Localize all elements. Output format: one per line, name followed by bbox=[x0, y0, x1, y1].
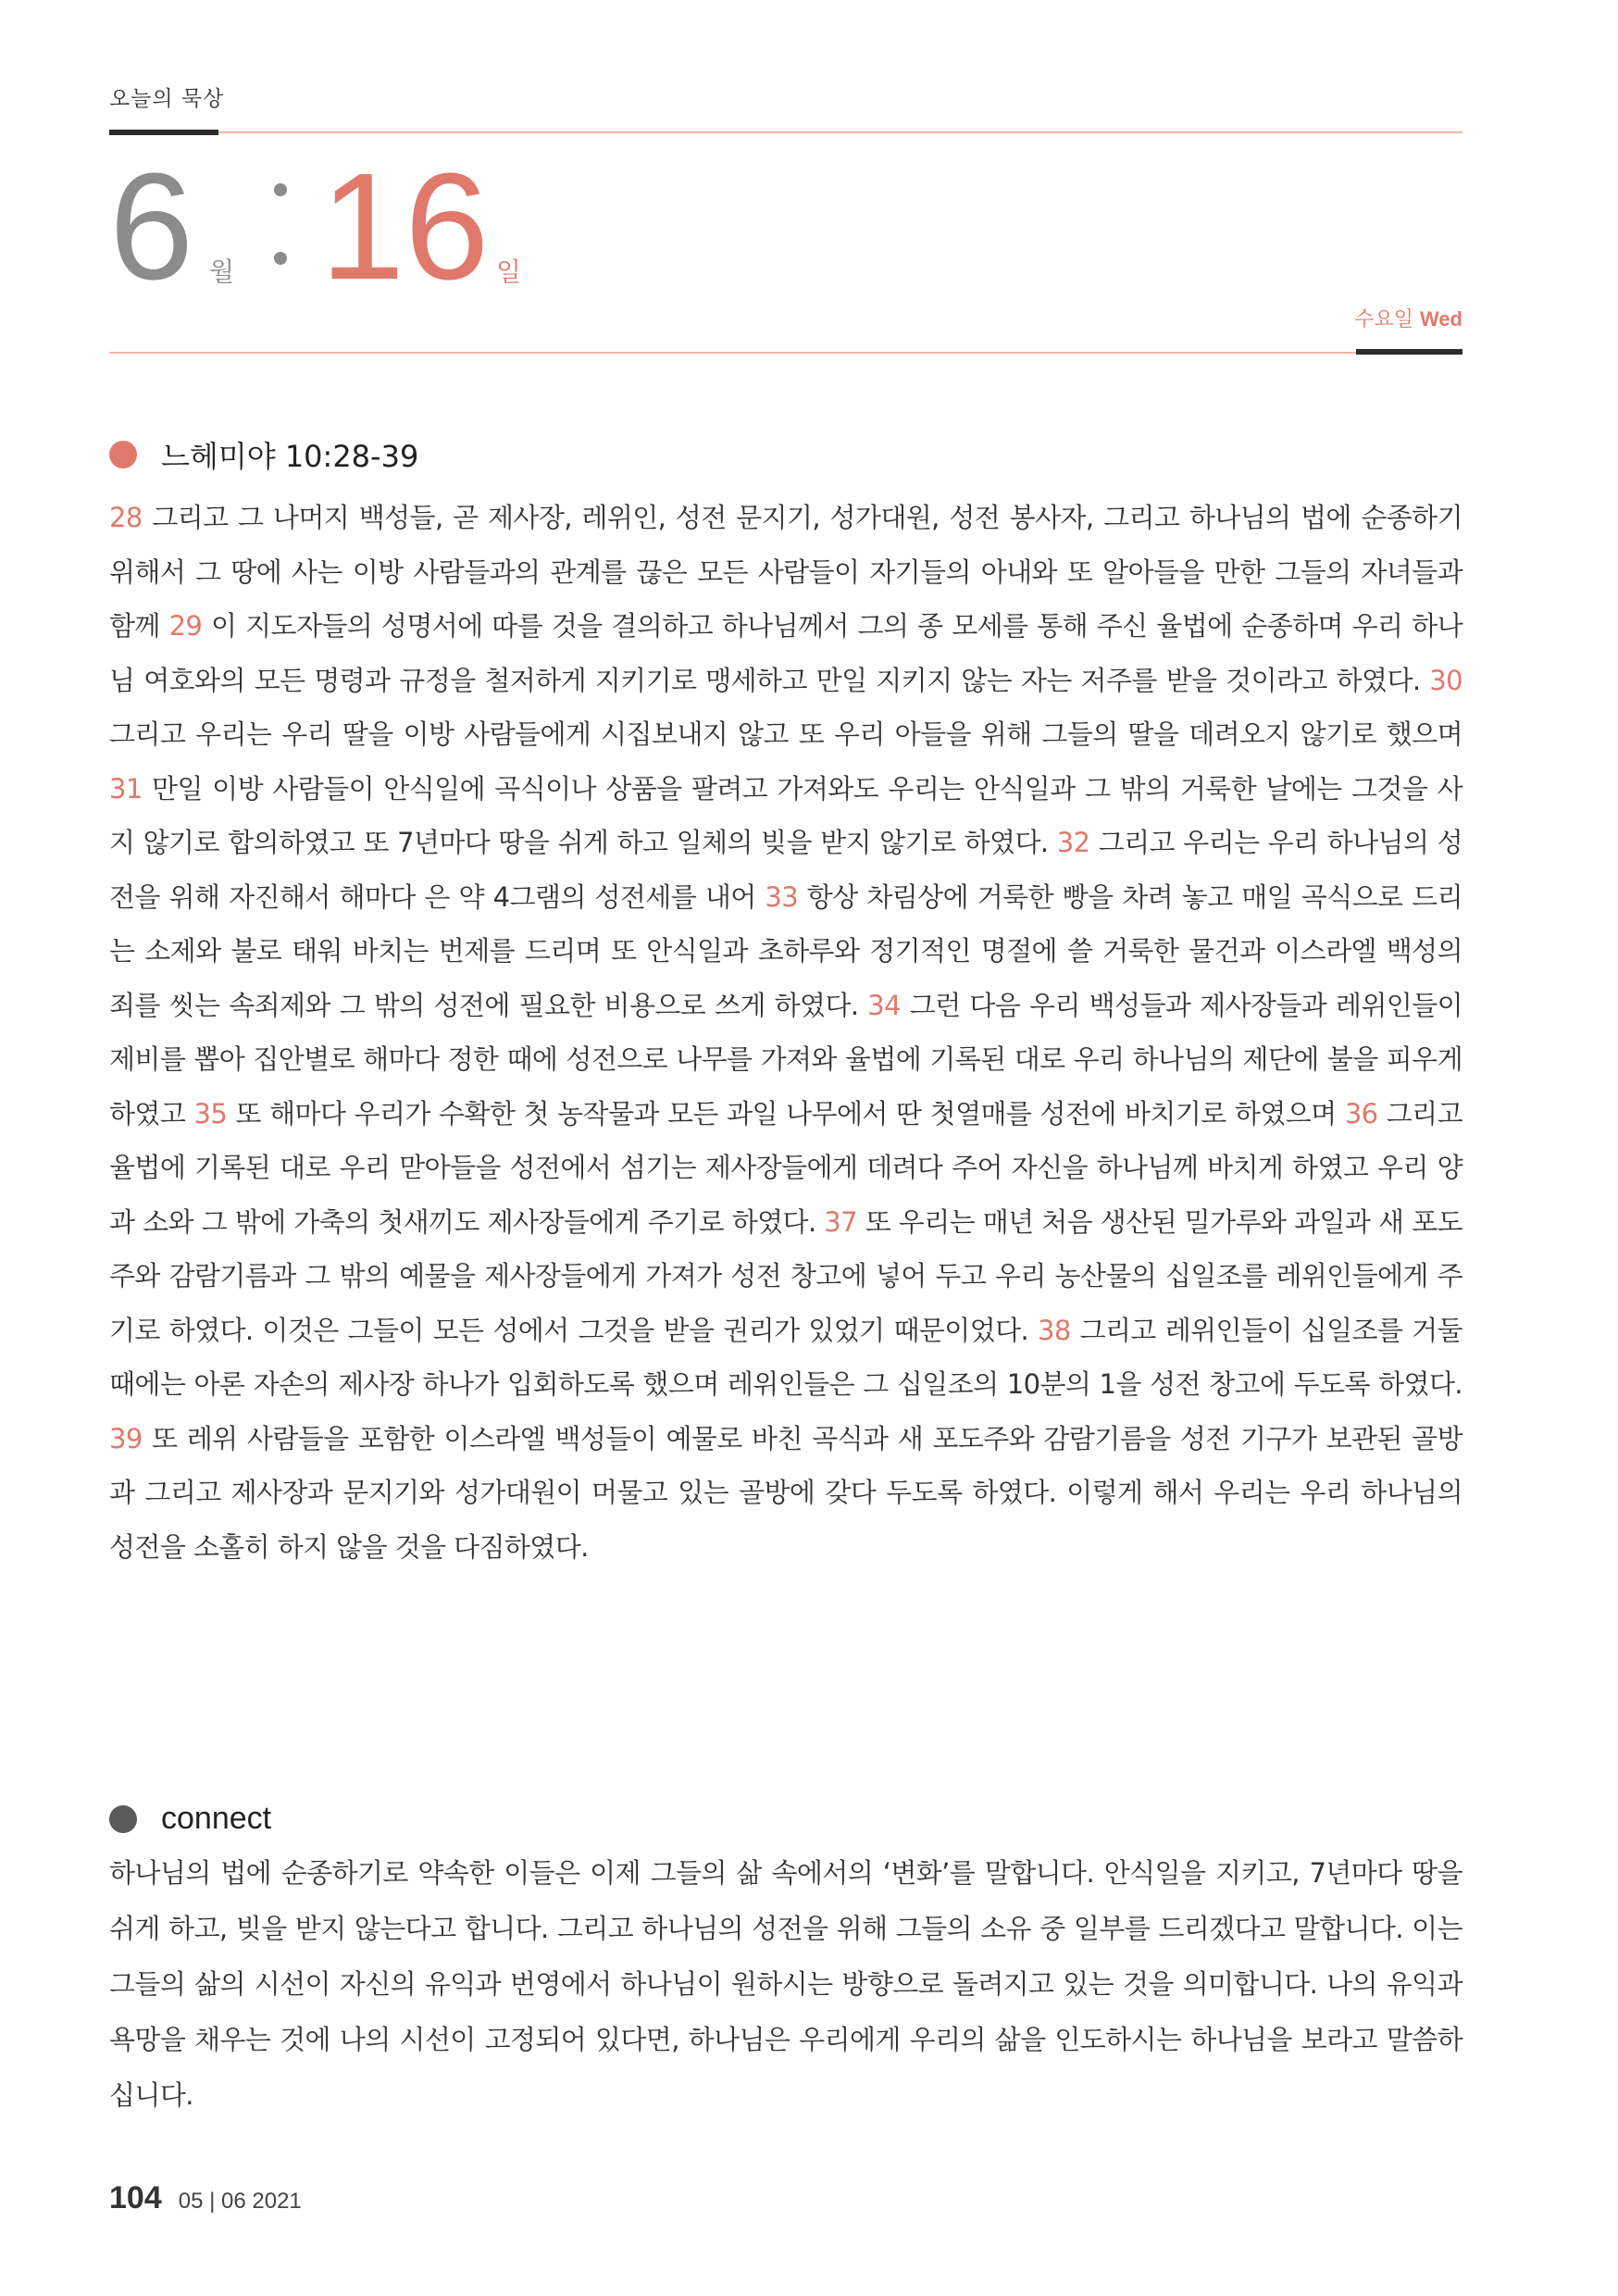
verse-number: 28 bbox=[109, 502, 143, 533]
verse-text: 그리고 우리는 우리 딸을 이방 사람들에게 시집보내지 않고 또 우리 아들을 위해 그들의 딸을 데려오지 않기로 했으며 bbox=[109, 718, 1462, 750]
verse-text: 또 우리는 매년 처음 생산된 밀가루와 과일과 새 포도주와 감람기름과 그 밖의 예물을 제사장들에게 가져가 성전 창고에 넣어 두고 우리 농산물의 십일조를 레위인들에게 주기로 하였다. 이것은 그들이 모든 성에서 그것을 받을 권리가 있었기 때문이었다. bbox=[109, 1205, 1462, 1346]
connect-body: 하나님의 법에 순종하기로 약속한 이들은 이제 그들의 삶 속에서의 ‘변화’를 말합니다. 안식일을 지키고, 7년마다 땅을 쉬게 하고, 빚을 받지 않는다고 합니다. 그리고 하나님의 성전을 위해 그들의 소유 중 일부를 드리겠다고 말합니다. 이는 그들의 삶의 시선이 자신의 유익과 번영에서 하나님이 원하시는 방향으로 돌려지고 있는 것을 의미합니다. 나의 유익과 욕망을 채우는 것에 나의 시선이 고정되어 있다면, 하나님은 우리에게 우리의 삶을 인도하시는 하나님을 보라고 말씀하십니다. bbox=[109, 1857, 1462, 2111]
verse-number: 33 bbox=[765, 880, 799, 913]
page-header-label: 오늘의 묵상 bbox=[109, 87, 225, 111]
connect-heading bbox=[109, 1801, 271, 1837]
date-colon bbox=[274, 183, 287, 267]
verse-number: 38 bbox=[1038, 1314, 1071, 1346]
verse-text: 또 레위 사람들을 포함한 이스라엘 백성들이 예물로 바친 곡식과 새 포도주와 감람기름을 성전 기구가 보관된 골방과 그리고 제사장과 문지기와 성가대원이 머물고 있는 골방에 갖다 두도록 하였다. 이렇게 해서 우리는 우리 하나님의 성전을 소홀히 하지 않을 것을 다짐하였다. bbox=[109, 1422, 1462, 1563]
date-divider-accent bbox=[1356, 349, 1462, 355]
weekday bbox=[1354, 304, 1462, 332]
verse-number: 39 bbox=[109, 1422, 143, 1454]
date-display bbox=[109, 142, 942, 311]
connect-bullet-icon bbox=[109, 1805, 137, 1833]
verse-number: 34 bbox=[867, 989, 901, 1021]
scripture-reference: 느헤미야 10:28-39 bbox=[161, 439, 419, 474]
page-number: 104 bbox=[109, 2180, 162, 2215]
connect-title: connect bbox=[161, 1801, 272, 1836]
issue-info bbox=[179, 2189, 302, 2215]
issue-separator: | bbox=[209, 2189, 216, 2214]
verse-text: 만일 이방 사람들이 안식일에 곡식이나 상품을 팔려고 가져와도 우리는 안식일과 그 밖의 거룩한 날에는 그것을 사지 않기로 합의하였고 또 7년마다 땅을 쉬게 하고 일체의 빚을 받지 않기로 하였다. bbox=[109, 772, 1462, 858]
verse-number: 35 bbox=[193, 1097, 228, 1129]
weekday-korean: 수요일 bbox=[1354, 308, 1413, 331]
day-unit: 일 bbox=[496, 256, 522, 287]
verse-text: 그리고 우리는 우리 하나님의 성전을 위해 자진해서 해마다 은 약 4그램의 성전세를 내어 bbox=[109, 827, 1462, 913]
verse-text: 또 해마다 우리가 수확한 첫 농작물과 모든 과일 나무에서 딴 첫열매를 성전에 바치기로 하였으며 bbox=[235, 1097, 1337, 1129]
page-footer bbox=[109, 2180, 302, 2216]
verse-number: 36 bbox=[1344, 1097, 1378, 1129]
verse-number: 29 bbox=[168, 610, 203, 642]
verse-text: 항상 차림상에 거룩한 빵을 차려 놓고 매일 곡식으로 드리는 소제와 불로 태워 바치는 번제를 드리며 또 안식일과 초하루와 정기적인 명절에 쓸 거룩한 물건과 이스라엘 백성의 죄를 씻는 속죄제와 그 밖의 성전에 필요한 비용으로 쓰게 하였다. bbox=[109, 880, 1463, 1021]
verse-text: 그리고 그 나머지 백성들, 곧 제사장, 레위인, 성전 문지기, 성가대원, 성전 봉사자, 그리고 하나님의 법에 순종하기 위해서 그 땅에 사는 이방 사람들과의 관계를 끊은 모든 사람들이 자기들의 아내와 또 알아들을 만한 그들의 자녀들과 함께 bbox=[109, 502, 1463, 642]
month-number: 6 bbox=[109, 142, 194, 311]
date-divider bbox=[109, 352, 1462, 354]
verse-number: 37 bbox=[824, 1205, 857, 1238]
verse-text: 그리고 율법에 기록된 대로 우리 맏아들을 성전에서 섬기는 제사장들에게 데려다 주어 자신을 하나님께 바치게 하였고 우리 양과 소와 그 밖에 가축의 첫새끼도 제사장들에게 주기로 하였다. bbox=[109, 1097, 1462, 1238]
scripture-bullet-icon bbox=[109, 441, 137, 468]
verse-text: 이 지도자들의 성명서에 따를 것을 결의하고 하나님께서 그의 종 모세를 통해 주신 율법에 순종하며 우리 하나님 여호와의 모든 명령과 규정을 철저하게 지키기로 맹세하고 만일 지키지 않는 자는 저주를 받을 것이라고 하였다. bbox=[109, 610, 1463, 696]
verse-number: 31 bbox=[109, 772, 143, 805]
verse-text: 그리고 레위인들이 십일조를 거둘 때에는 아론 자손의 제사장 하나가 입회하도록 했으며 레위인들은 그 십일조의 10분의 1을 성전 창고에 두도록 하였다. bbox=[109, 1314, 1463, 1400]
verse-number: 30 bbox=[1429, 664, 1462, 696]
issue-months: 05 bbox=[178, 2189, 204, 2214]
verse-number: 32 bbox=[1056, 827, 1090, 858]
scripture-body bbox=[109, 491, 1462, 1574]
weekday-english: Wed bbox=[1419, 307, 1462, 331]
header-divider bbox=[109, 131, 1462, 133]
month-unit: 월 bbox=[209, 256, 235, 287]
verse-text: 그런 다음 우리 백성들과 제사장들과 레위인들이 제비를 뽑아 집안별로 해마다 정한 때에 성전으로 나무를 가져와 율법에 기록된 대로 우리 하나님의 제단에 불을 피우게 하였고 bbox=[109, 989, 1463, 1129]
issue-year: 06 2021 bbox=[221, 2189, 302, 2214]
header-divider-accent bbox=[109, 130, 218, 135]
day-number: 16 bbox=[320, 142, 490, 311]
scripture-heading bbox=[109, 433, 418, 476]
